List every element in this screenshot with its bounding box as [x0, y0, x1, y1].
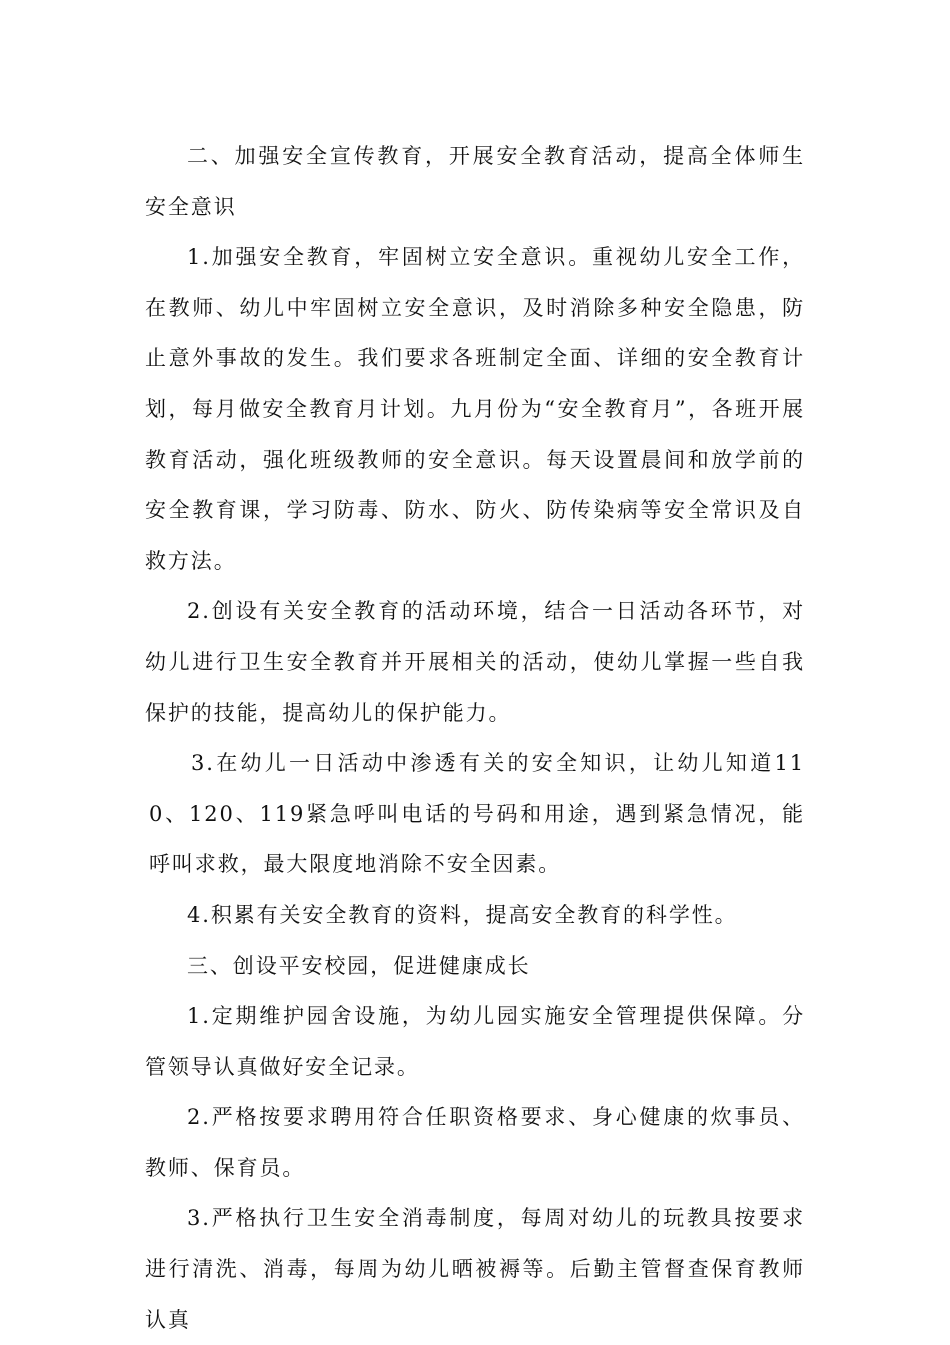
- section-heading-2: 二、加强安全宣传教育，开展安全教育活动，提高全体师生安全意识: [145, 144, 805, 219]
- paragraph-staff-hiring: 2.严格按要求聘用符合任职资格要求、身心健康的炊事员、教师、保育员。: [145, 1105, 805, 1180]
- paragraph-activity-environment: 2.创设有关安全教育的活动环境，结合一日活动各环节，对幼儿进行卫生安全教育并开展相关的活动，使幼儿掌握一些自我保护的技能，提高幼儿的保护能力。: [145, 599, 805, 725]
- paragraph-accumulate-materials: 4.积累有关安全教育的资料，提高安全教育的科学性。: [187, 902, 738, 927]
- document-body: [145, 131, 805, 1345]
- section-heading-3: 三、创设平安校园，促进健康成长: [187, 953, 531, 978]
- paragraph-safety-education: 1.加强安全教育，牢固树立安全意识。重视幼儿安全工作，在教师、幼儿中牢固树立安全意识，及时消除多种安全隐患，防止意外事故的发生。我们要求各班制定全面、详细的安全教育计划，每月做安全教育月计划。九月份为“安全教育月”，各班开展教育活动，强化班级教师的安全意识。每天设置晨间和放学前的安全教育课，学习防毒、防水、防火、防传染病等安全常识及自救方法。: [145, 245, 805, 573]
- paragraph-disinfection: 3.严格执行卫生安全消毒制度，每周对幼儿的玩教具按要求进行清洗、消毒，每周为幼儿晒被褥等。后勤主管督查保育教师认真: [145, 1206, 805, 1332]
- paragraph-emergency-knowledge: 3.在幼儿一日活动中渗透有关的安全知识，让幼儿知道110、120、119紧急呼叫电话的号码和用途，遇到紧急情况，能呼叫求救，最大限度地消除不安全因素。: [149, 751, 805, 877]
- paragraph-facility-maintenance: 1.定期维护园舍设施，为幼儿园实施安全管理提供保障。分管领导认真做好安全记录。: [145, 1004, 805, 1079]
